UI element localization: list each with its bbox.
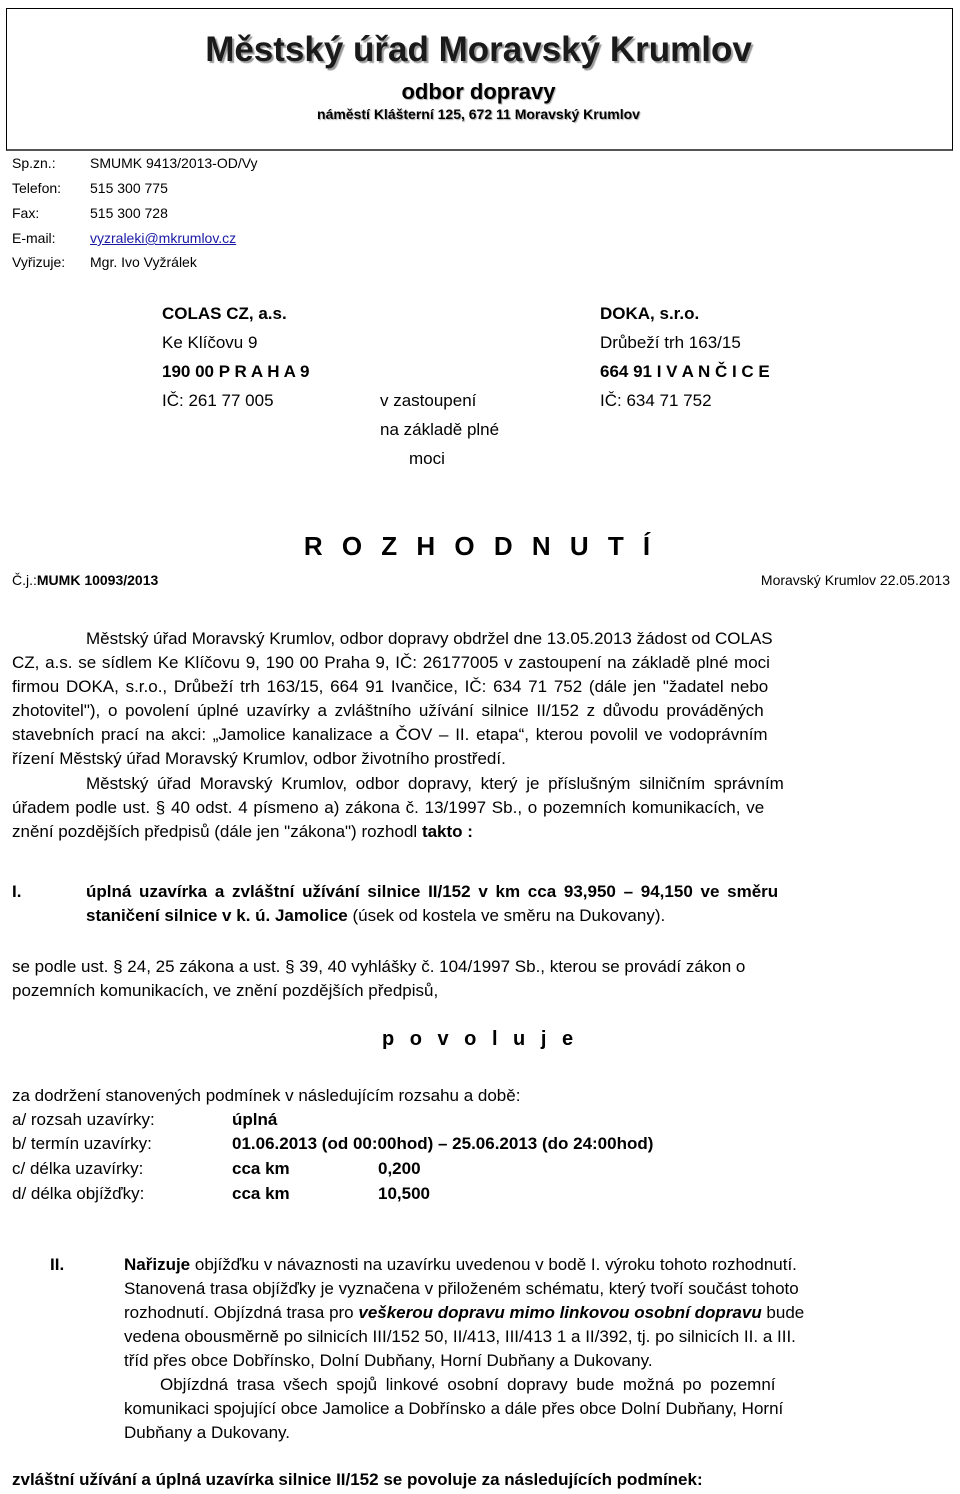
p1-line3: firmou DOKA, s.r.o., Drůbeží trh 163/15, 664 91 Ivančice, IČ: 634 71 752 (dále jen "žadatel nebo [12, 677, 769, 696]
addressee-right-street: Drůbeží trh 163/15 [600, 333, 741, 352]
addressee-left-name: COLAS CZ, a.s. [162, 304, 287, 323]
point1-line2-bold: staničení silnice v k. ú. Jamolice [86, 906, 348, 925]
reference-value: MUMK 10093/2013 [36, 572, 159, 588]
point2-line8: Dubňany a Dukovany. [124, 1423, 291, 1442]
p2-line3 [12, 822, 473, 842]
condition-value: cca km [232, 1184, 290, 1203]
condition-value: cca km [232, 1159, 290, 1178]
place-date: Moravský Krumlov 22.05.2013 [760, 572, 950, 588]
point2-line2: Stanovená trasa objížďky je vyznačena v přiloženém schématu, který tvoří součást tohoto [124, 1279, 799, 1298]
reference-prefix: Č.j.: [12, 572, 37, 588]
legal-line2: pozemních komunikacích, ve znění pozdějších předpisů, [12, 981, 439, 1000]
condition-label: c/ délka uzavírky: [12, 1159, 144, 1178]
handler-label: Vyřizuje: [12, 254, 66, 270]
point2-number: II. [50, 1255, 65, 1274]
representation-line2: na základě plné [380, 420, 500, 439]
point2-line3-post: bude [761, 1303, 805, 1322]
representation-line3: moci [409, 449, 445, 468]
point2-line5: tříd přes obce Dobřínsko, Dolní Dubňany, Horní Dubňany a Dukovany. [124, 1351, 653, 1370]
point2-line6: Objízdná trasa všech spojů linkové osobní dopravy bude možná po pozemní [160, 1375, 776, 1394]
point1-line2 [86, 906, 665, 926]
p1-line1: Městský úřad Moravský Krumlov, odbor dopravy obdržel dne 13.05.2013 žádost od COLAS [86, 629, 773, 648]
condition-value: úplná [232, 1110, 278, 1129]
addressee-right-name: DOKA, s.r.o. [600, 304, 700, 323]
p2-line3-text: znění pozdějších předpisů (dále jen "zákona") rozhodl [12, 822, 422, 841]
point2-orders: Nařizuje [124, 1255, 191, 1274]
point2-line3-pre: rozhodnutí. Objízdná trasa pro [124, 1303, 359, 1322]
p1-line2: CZ, a.s. se sídlem Ke Klíčovu 9, 190 00 Praha 9, IČ: 26177005 v zastoupení na základě plné moci [12, 653, 770, 672]
point1-number: I. [12, 882, 22, 901]
conditions-footer-heading: zvláštní užívání a úplná uzavírka silnice II/152 se povoluje za následujících podmínek: [12, 1470, 703, 1489]
department-name: odbor dopravy [401, 79, 556, 104]
p1-line6: řízení Městský úřad Moravský Krumlov, odbor životního prostředí. [12, 749, 506, 768]
reference-number [12, 572, 158, 588]
point2-line1 [124, 1255, 797, 1275]
addressee-left-ic: IČ: 261 77 005 [162, 391, 274, 410]
condition-value: 01.06.2013 (od 00:00hod) – 25.06.2013 (do 24:00hod) [232, 1134, 654, 1153]
decision-heading: R O Z H O D N U T Í [303, 531, 657, 561]
email-link[interactable]: vyzraleki@mkrumlov.cz [90, 230, 237, 246]
permits-heading: p o v o l u j e [381, 1028, 579, 1050]
condition-extra: 10,500 [378, 1184, 430, 1203]
spzn-value: SMUMK 9413/2013-OD/Vy [90, 155, 258, 171]
addressee-right-city: 664 91 I V A N Č I C E [600, 362, 770, 381]
condition-label: d/ délka objížďky: [12, 1184, 145, 1203]
condition-extra: 0,200 [378, 1159, 421, 1178]
addressee-left-street: Ke Klíčovu 9 [162, 333, 258, 352]
addressee-right-ic: IČ: 634 71 752 [600, 391, 712, 410]
spzn-label: Sp.zn.: [12, 155, 56, 171]
point1-line1: úplná uzavírka a zvláštní užívání silnice II/152 v km cca 93,950 – 94,150 ve směru [86, 882, 779, 901]
legal-line1: se podle ust. § 24, 25 zákona a ust. § 39, 40 vyhlášky č. 104/1997 Sb., kterou se provádí zákon o [12, 957, 746, 976]
phone-label: Telefon: [12, 180, 62, 196]
point2-line3-emphasis: veškerou dopravu mimo linkovou osobní dopravu [358, 1303, 762, 1322]
email-label: E-mail: [12, 230, 56, 246]
point1-line2-rest: (úsek od kostela ve směru na Dukovany). [347, 906, 666, 925]
handler-value: Mgr. Ivo Vyžrálek [90, 254, 197, 270]
p1-line5: stavebních prací na akci: „Jamolice kanalizace a ČOV – II. etapa“, kterou povolil ve vodoprávním [12, 725, 768, 744]
condition-label: b/ termín uzavírky: [12, 1134, 152, 1153]
point2-line3 [124, 1303, 804, 1323]
office-address: náměstí Klášterní 125, 672 11 Moravský Krumlov [317, 106, 640, 122]
office-title: Městský úřad Moravský Krumlov [205, 30, 752, 69]
point2-line1-rest: objížďku v návaznosti na uzavírku uvedenou v bodě I. výroku tohoto rozhodnutí. [190, 1255, 797, 1274]
takto-label: takto : [421, 822, 473, 841]
p1-line4: zhotovitel"), o povolení úplné uzavírky a zvláštního užívání silnice II/152 z důvodu prováděných [12, 701, 764, 720]
condition-label: a/ rozsah uzavírky: [12, 1110, 155, 1129]
p2-line1: Městský úřad Moravský Krumlov, odbor dopravy, který je příslušným silničním správním [86, 774, 784, 793]
phone-value: 515 300 775 [90, 180, 168, 196]
point2-line7: komunikaci spojující obce Jamolice a Dobřínsko a dále přes obce Dolní Dubňany, Horní [124, 1399, 784, 1418]
conditions-intro: za dodržení stanovených podmínek v následujícím rozsahu a době: [12, 1086, 521, 1105]
representation-line1: v zastoupení [380, 391, 477, 410]
point2-line4: vedena obousměrně po silnicích III/152 50, II/413, III/413 1 a II/392, tj. po silnicích II. a III. [124, 1327, 796, 1346]
fax-label: Fax: [12, 205, 40, 221]
p2-line2: úřadem podle ust. § 40 odst. 4 písmeno a) zákona č. 13/1997 Sb., o pozemních komunikacích, ve [12, 798, 765, 817]
fax-value: 515 300 728 [90, 205, 168, 221]
addressee-left-city: 190 00 P R A H A 9 [162, 362, 310, 381]
